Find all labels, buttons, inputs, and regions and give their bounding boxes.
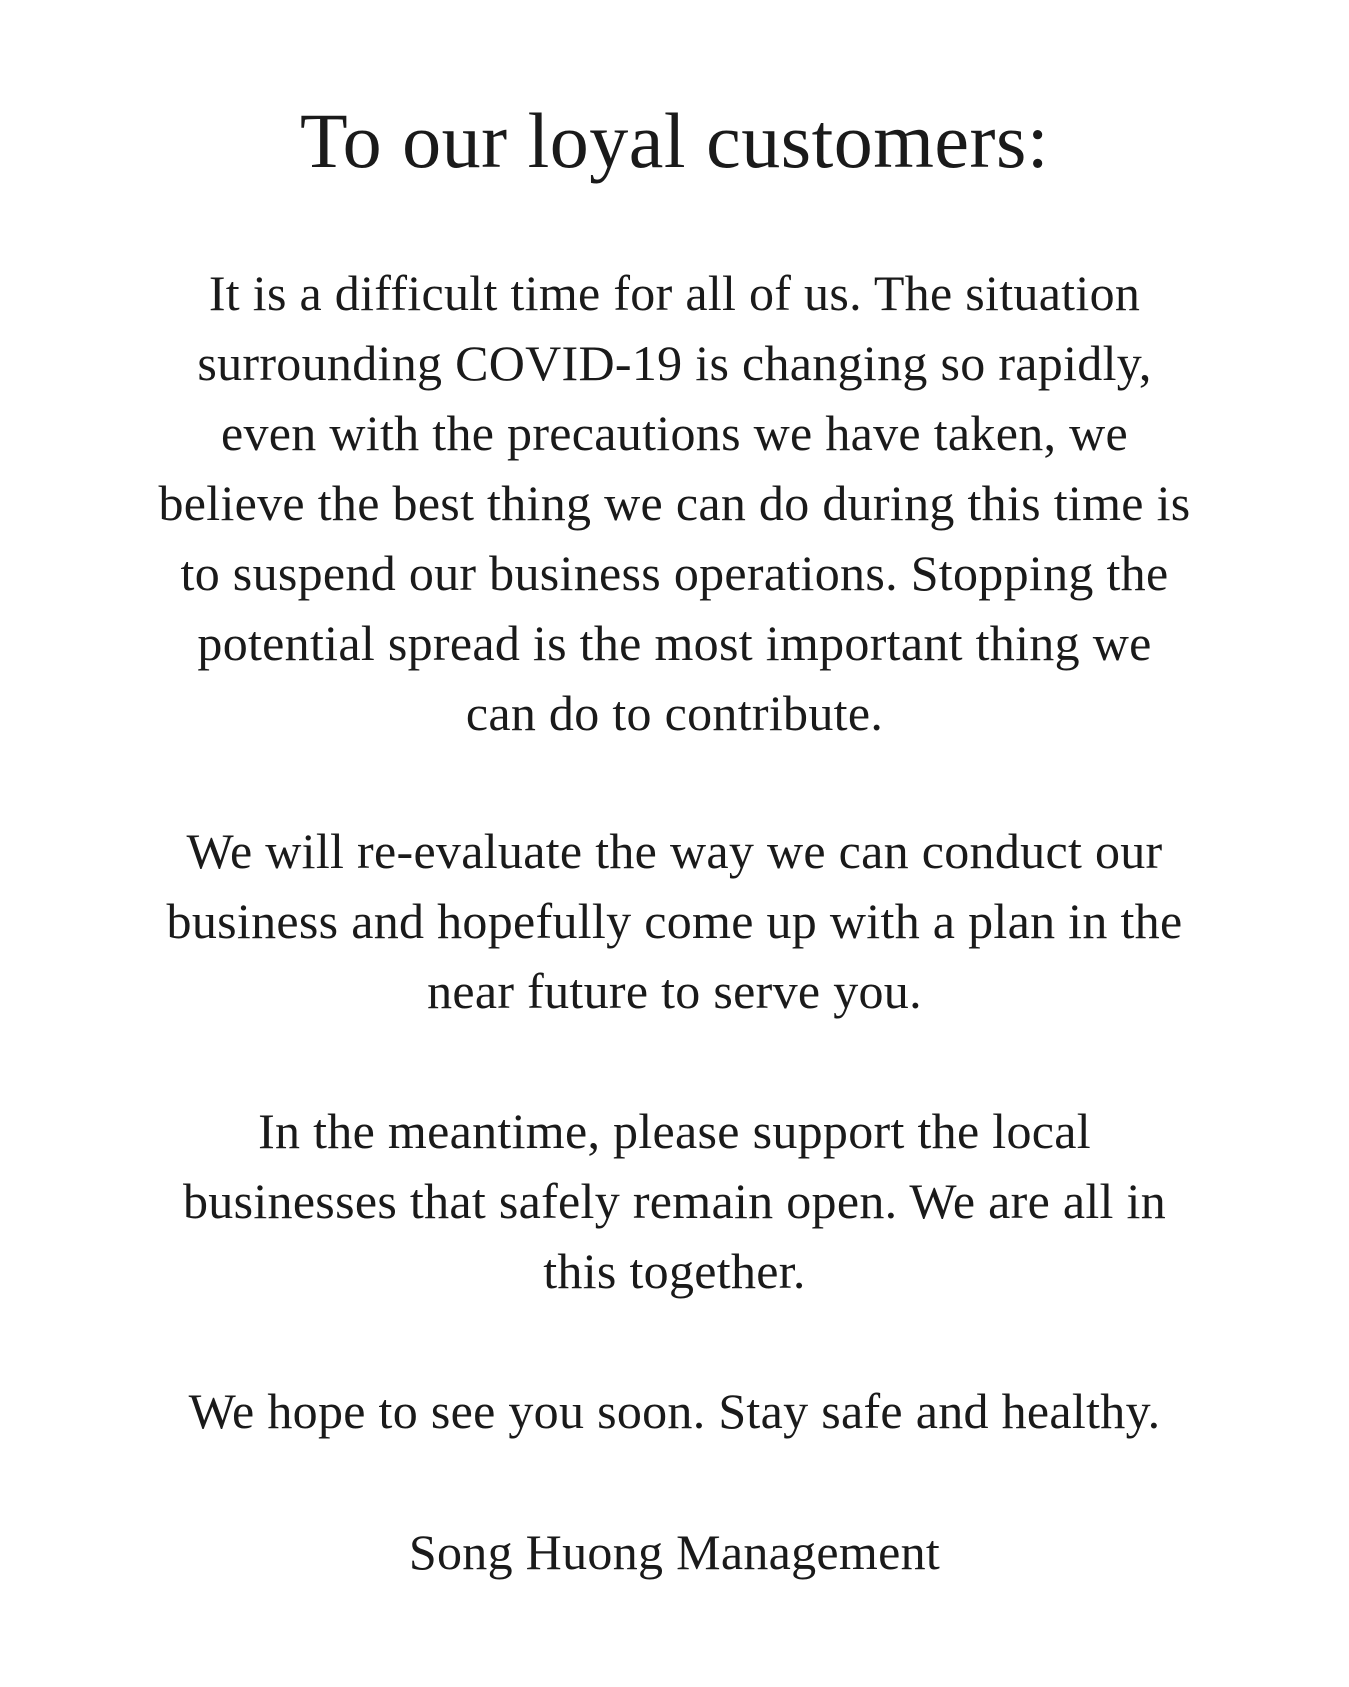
paragraph-line: It is a difficult time for all of us. The situation bbox=[208, 265, 1141, 321]
paragraph-line: to suspend our business operations. Stopping the bbox=[180, 545, 1169, 601]
paragraph-re-evaluate bbox=[40, 816, 1309, 1026]
paragraph-line: businesses that safely remain open. We are all in bbox=[182, 1173, 1167, 1229]
notice-title: To our loyal customers: bbox=[299, 97, 1050, 184]
paragraph-line: business and hopefully come up with a plan in the bbox=[166, 893, 1183, 949]
paragraph-line: this together. bbox=[543, 1243, 806, 1299]
paragraph-line: can do to contribute. bbox=[465, 685, 884, 741]
paragraph-line: surrounding COVID-19 is changing so rapidly, bbox=[197, 335, 1152, 391]
paragraph-line: even with the precautions we have taken, we bbox=[221, 405, 1128, 461]
paragraph-line: We will re-evaluate the way we can conduct our bbox=[186, 823, 1163, 879]
paragraph-line: near future to serve you. bbox=[427, 963, 922, 1019]
paragraph-line: We hope to see you soon. Stay safe and healthy. bbox=[188, 1383, 1161, 1439]
signature: Song Huong Management bbox=[408, 1524, 941, 1580]
paragraph-closing bbox=[40, 1376, 1309, 1446]
paragraph-line: believe the best thing we can do during this time is bbox=[158, 475, 1191, 531]
paragraph-line: In the meantime, please support the local bbox=[258, 1103, 1091, 1159]
paragraph-closure-reason bbox=[40, 258, 1309, 748]
paragraph-support-local bbox=[40, 1096, 1309, 1306]
paragraph-line: potential spread is the most important thing we bbox=[197, 615, 1152, 671]
